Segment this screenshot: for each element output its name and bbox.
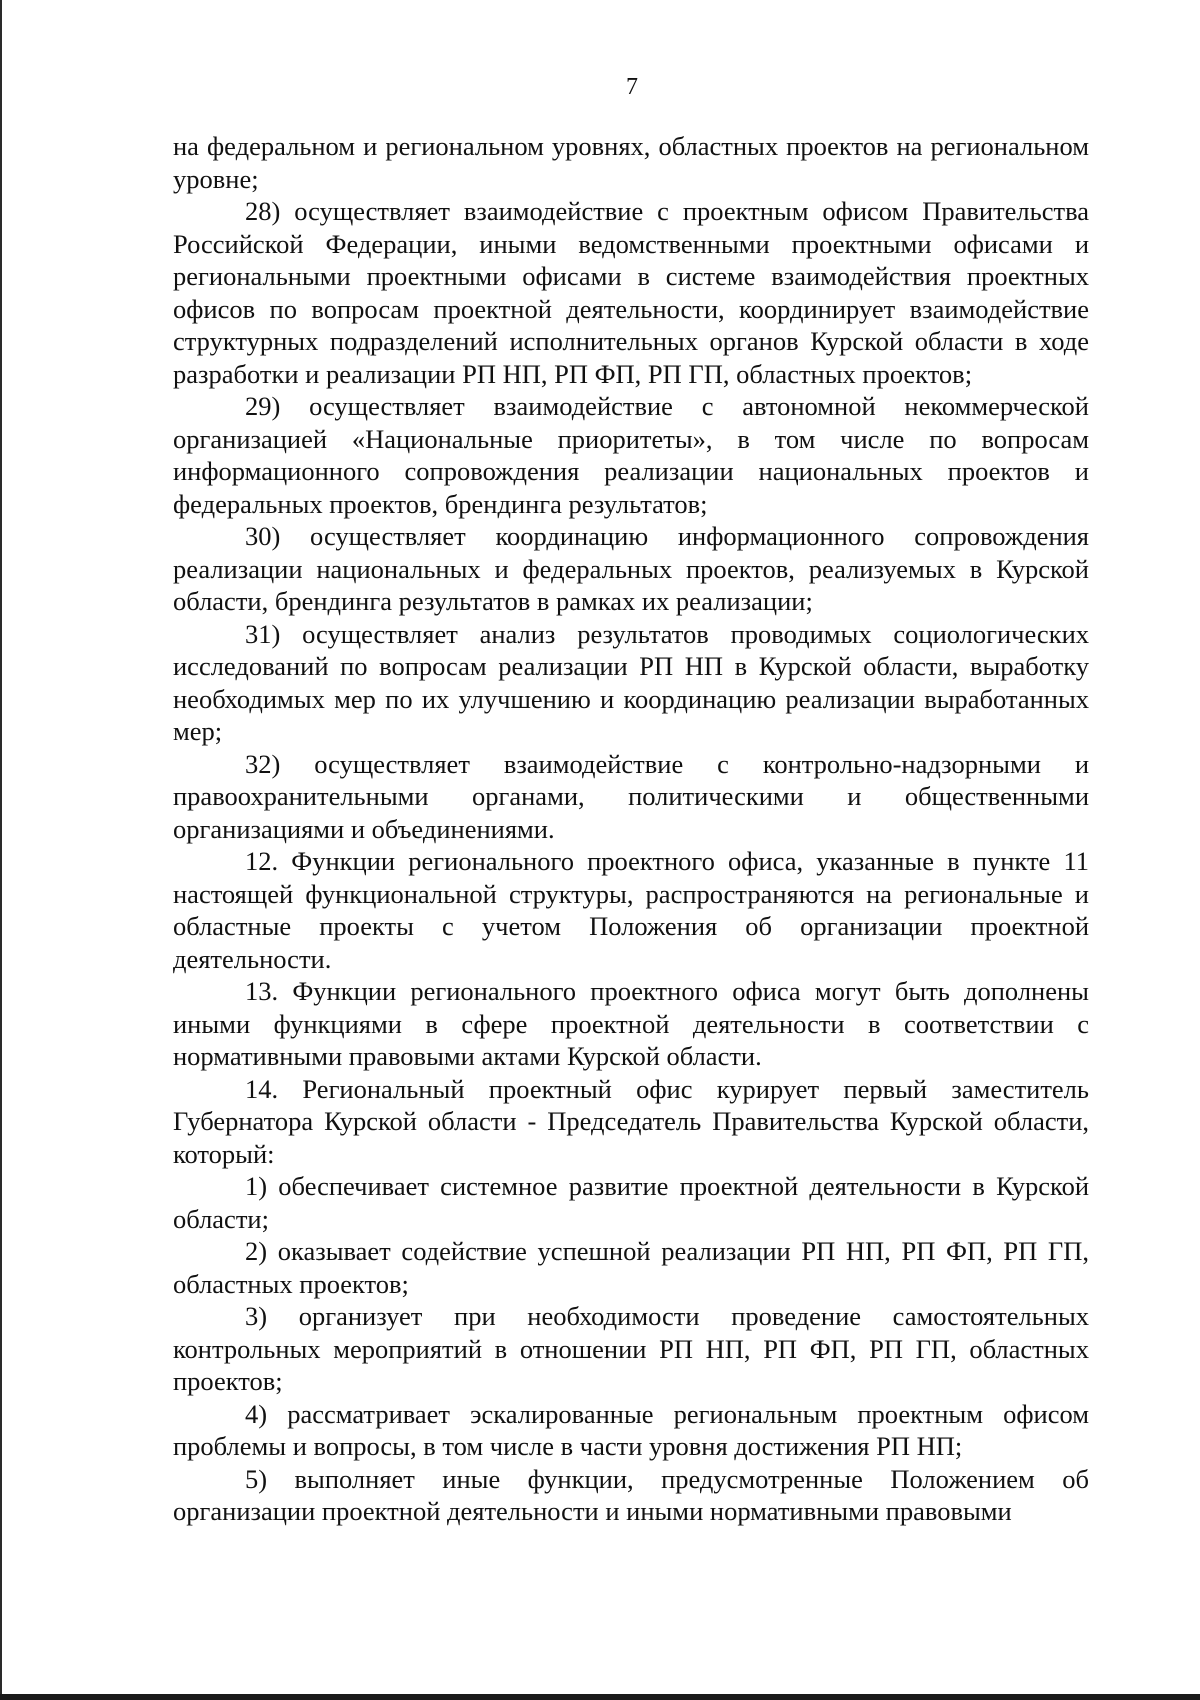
paragraph-subitem-2: 2) оказывает содействие успешной реализации РП НП, РП ФП, РП ГП, областных проектов; <box>173 1236 1089 1299</box>
paragraph-item-32: 32) осуществляет взаимодействие с контрольно-надзорными и правоохранительными органами, политическими и общественными организациями и объединениями. <box>173 748 1089 844</box>
paragraph-item-31: 31) осуществляет анализ результатов проводимых социологических исследований по вопросам реализации РП НП в Курской области, выработку необходимых мер по их улучшению и координацию реализации выработанных мер; <box>173 618 1089 746</box>
paragraph-subitem-4: 4) рассматривает эскалированные региональным проектным офисом проблемы и вопросы, в том числе в части уровня достижения РП НП; <box>173 1398 1089 1461</box>
paragraph-subitem-1: 1) обеспечивает системное развитие проектной деятельности в Курской области; <box>173 1171 1089 1234</box>
paragraph-item-28: 28) осуществляет взаимодействие с проектным офисом Правительства Российской Федерации, иными ведомственными проектными офисами и региональными проектными офисами в системе взаимодействия проектных офисов по вопросам проектной деятельности, координирует взаимодействие структурных подразделений исполнительных органов Курской области в ходе разработки и реализации РП НП, РП ФП, РП ГП, областных проектов; <box>173 196 1089 389</box>
document-body <box>173 130 1089 1528</box>
paragraph-item-29: 29) осуществляет взаимодействие с автономной некоммерческой организацией «Национальные приоритеты», в том числе по вопросам информационного сопровождения реализации национальных проектов и федеральных проектов, брендинга результатов; <box>173 391 1089 519</box>
paragraph-section-12: 12. Функции регионального проектного офиса, указанные в пункте 11 настоящей функциональной структуры, распространяются на региональные и областные проекты с учетом Положения об организации проектной деятельности. <box>173 846 1089 974</box>
scan-left-edge <box>0 0 2 1700</box>
paragraph-subitem-3: 3) организует при необходимости проведение самостоятельных контрольных мероприятий в отношении РП НП, РП ФП, РП ГП, областных проектов; <box>173 1301 1089 1396</box>
paragraph-continuation: на федеральном и региональном уровнях, областных проектов на региональном уровне; <box>173 131 1089 194</box>
paragraph-subitem-5: 5) выполняет иные функции, предусмотренные Положением об организации проектной деятельности и иными нормативными правовыми <box>173 1463 1089 1526</box>
scan-bottom-edge <box>0 1694 1200 1700</box>
page-number: 7 <box>626 74 638 100</box>
paragraph-section-14: 14. Региональный проектный офис курирует первый заместитель Губернатора Курской области - Председатель Правительства Курской области, который: <box>173 1073 1089 1169</box>
paragraph-item-30: 30) осуществляет координацию информационного сопровождения реализации национальных и федеральных проектов, реализуемых в Курской области, брендинга результатов в рамках их реализации; <box>173 521 1089 616</box>
paragraph-section-13: 13. Функции регионального проектного офиса могут быть дополнены иными функциями в сфере проектной деятельности в соответствии с нормативными правовыми актами Курской области. <box>173 976 1089 1071</box>
